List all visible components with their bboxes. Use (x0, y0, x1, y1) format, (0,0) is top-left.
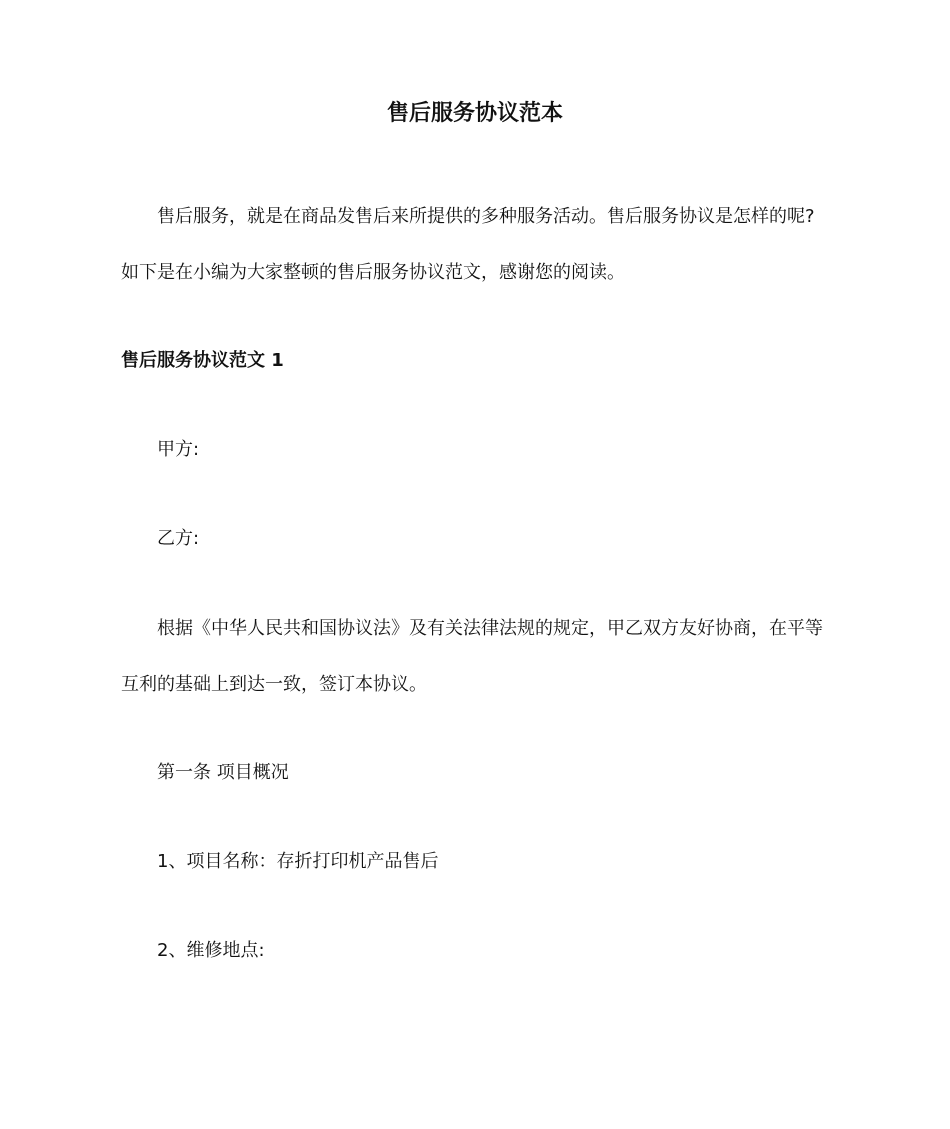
intro-paragraph-line-1: 售后服务，就是在商品发售后来所提供的多种服务活动。售后服务协议是怎样的呢? (157, 206, 815, 227)
article-1-title: 第一条 项目概况 (157, 762, 289, 783)
party-b-label: 乙方: (157, 528, 200, 549)
party-a-label: 甲方: (157, 439, 200, 460)
article-1-item-1: 1、项目名称：存折打印机产品售后 (157, 851, 439, 872)
basis-paragraph-line-2: 互利的基础上到达一致，签订本协议。 (121, 674, 427, 695)
section-heading: 售后服务协议范文 1 (121, 350, 284, 371)
document-title: 售后服务协议范本 (386, 101, 563, 126)
basis-paragraph-line-1: 根据《中华人民共和国协议法》及有关法律法规的规定，甲乙双方友好协商，在平等 (157, 618, 823, 639)
article-1-item-2: 2、维修地点: (157, 940, 265, 961)
intro-paragraph-line-2: 如下是在小编为大家整顿的售后服务协议范文，感谢您的阅读。 (121, 262, 625, 283)
